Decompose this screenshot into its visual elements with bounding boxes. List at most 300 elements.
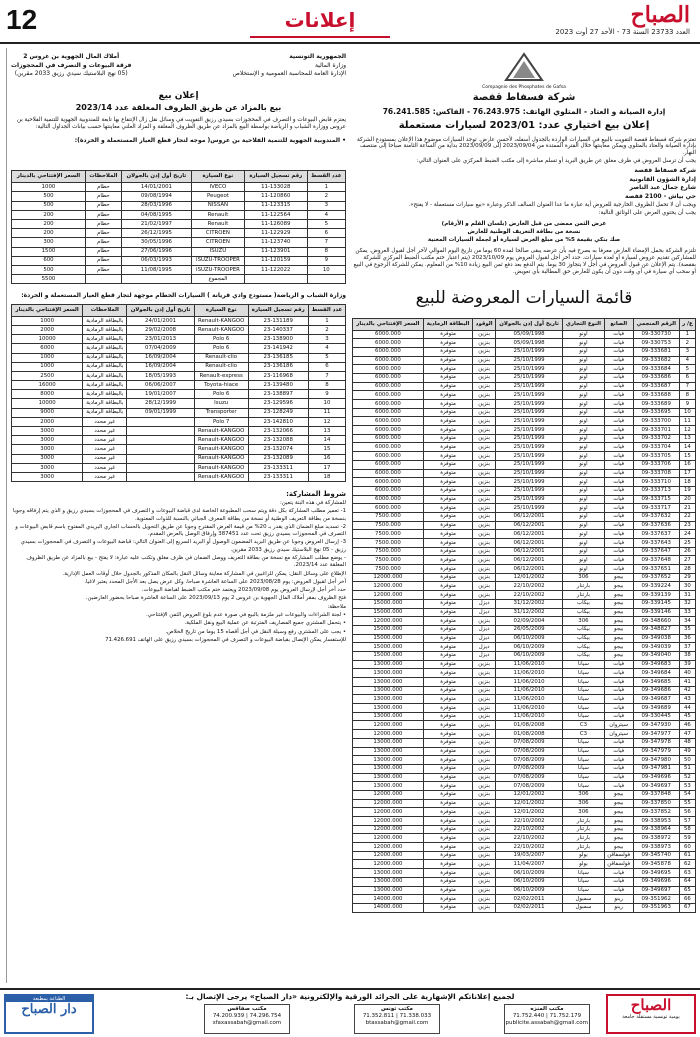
cpg-cell: متوفرة (423, 339, 472, 348)
cpg-cell: متوفرة (423, 556, 472, 565)
cpg-row (353, 400, 696, 409)
agri-cell: 11-122022 (244, 265, 307, 274)
cpg-cell: متوفرة (423, 843, 472, 852)
cpg-cell: بيجو (604, 843, 633, 852)
cpg-cell: 15000.000 (353, 634, 424, 643)
cpg-cell: 09-330753 (633, 339, 679, 348)
cpg-cell: 25/10/1999 (496, 469, 563, 478)
cpg-cell: سيتروان (604, 730, 633, 739)
cpg-cell: متوفرة (423, 565, 472, 574)
youth-cell: Renault-KANGOO (194, 427, 248, 436)
agri-cell: حطام (85, 256, 121, 265)
cpg-cell: بارتنار (563, 825, 605, 834)
cpg-cell: 12000.000 (353, 834, 424, 843)
youth-cell: Renault-KANGOO (194, 463, 248, 472)
youth-cell: 19/01/2007 (127, 390, 195, 399)
cpg-cell: بنزين (473, 356, 496, 365)
cpg-row (353, 426, 696, 435)
cpg-cell: بنزين (473, 860, 496, 869)
condition-item: ملاحظة: (327, 603, 346, 610)
agri-cell: 500 (12, 201, 86, 210)
cpg-cell: بنزين (473, 895, 496, 904)
cpg-row (353, 504, 696, 513)
cpg-cell: 09-333710 (633, 478, 679, 487)
cpg-cell: 09-333701 (633, 426, 679, 435)
cpg-row (353, 582, 696, 591)
youth-cell: 23-136186 (248, 362, 308, 371)
cpg-cell: 09-349686 (633, 686, 679, 695)
cpg-cell: 09-347977 (633, 730, 679, 739)
agri-cell: 7 (307, 238, 345, 247)
cpg-cell: فيات (604, 408, 633, 417)
cpg-logo (352, 52, 696, 90)
section-title: إعلانات (284, 8, 356, 32)
youth-cell (127, 445, 195, 454)
cpg-cell: 6000.000 (353, 443, 424, 452)
cpg-cell: اونو (563, 452, 605, 461)
cpg-cell: متوفرة (423, 460, 472, 469)
page-header (0, 0, 700, 44)
cpg-cell: 52 (679, 773, 695, 782)
youth-cell: 8 (308, 381, 345, 390)
cpg-cell: 6000.000 (353, 400, 424, 409)
youth-header-cell: عدد القسط (308, 304, 345, 316)
cpg-row (353, 478, 696, 487)
cpg-cell: فيات (604, 460, 633, 469)
agri-row (12, 219, 346, 228)
cpg-row (353, 721, 696, 730)
cpg-cell: بنزين (473, 843, 496, 852)
cpg-cell: بارتنار (563, 582, 605, 591)
cpg-cell: بولو (563, 860, 605, 869)
youth-cell (127, 463, 195, 472)
cpg-cell: متوفرة (423, 582, 472, 591)
cpg-cell: اونو (563, 504, 605, 513)
cpg-cell: بنزين (473, 495, 496, 504)
footer-brand-left-sub: الطباعة بمطبعة (6, 996, 92, 1002)
cpg-cell: 40 (679, 669, 695, 678)
youth-cell: 16 (308, 454, 345, 463)
cpg-cell: بنزين (473, 617, 496, 626)
cpg-cell: متوفرة (423, 860, 472, 869)
cpg-cell: 09-337636 (633, 521, 679, 530)
cpg-cell: سيانا (563, 756, 605, 765)
cpg-cell: 06/12/2001 (496, 565, 563, 574)
cpg-row (353, 712, 696, 721)
cpg-cell: 15 (679, 452, 695, 461)
cpg-cell: بنزين (473, 365, 496, 374)
agri-cell: 3 (307, 201, 345, 210)
youth-row (12, 454, 346, 463)
cpg-cell: 09-337651 (633, 565, 679, 574)
cpg-cell: متوفرة (423, 903, 472, 912)
office-email[interactable]: sfaxassabah@gmail.com (212, 1019, 282, 1026)
cpg-cell: بنزين (473, 721, 496, 730)
youth-cell: 9 (308, 390, 345, 399)
ad-intro: تعتزم شركة فسفاط قفصة التفويت بالبيع في السيارات الواردة بالجدول أسفله، لأحسن عارض. توجد السيارات موضوع هذا الإعلان بمستودع الشركة بإدارة الصيانة والعتاد بالمتلوي ويمكن معاينتها خلال الفترة الممتدة من 2023/09/04 إلى 2023/09/09 بداية من الساعة الثامنة صباحا إلى منتصف النهار. (357, 136, 696, 157)
cpg-cell: 49 (679, 747, 695, 756)
youth-cell: 23-133311 (248, 472, 308, 481)
youth-header-cell: تاريخ أول إذن بالجولان (127, 304, 195, 316)
cpg-cell: اونو (563, 382, 605, 391)
notice-office (11, 52, 131, 79)
cpg-cell: فيات (604, 469, 633, 478)
cpg-cell: سيتروان (604, 721, 633, 730)
footer-brand-right (606, 994, 696, 1034)
cpg-cell: 05/09/1998 (496, 339, 563, 348)
cpg-cell: 09-349697 (633, 886, 679, 895)
cpg-row (353, 903, 696, 912)
cpg-cell: 09-349685 (633, 678, 679, 687)
youth-cell: بالبطاقة الرمادية (83, 381, 127, 390)
cpg-row (353, 651, 696, 660)
cpg-row (353, 573, 696, 582)
cpg-cell: فيات (604, 556, 633, 565)
youth-cell: 4 (308, 344, 345, 353)
cpg-cell: 6000.000 (353, 330, 424, 339)
agri-cell: 11-122929 (244, 229, 307, 238)
footer-contact-title: لجميع إعلاناتكم الإشهارية على الجرائد الورقية والإلكترونية «دار الصباح» يرجى الإتصال بـ: (185, 992, 515, 1001)
cpg-cell: 10 (679, 408, 695, 417)
cpg-cell: 09-349038 (633, 634, 679, 643)
youth-cell: بالبطاقة الرمادية (83, 353, 127, 362)
cpg-cell: متوفرة (423, 660, 472, 669)
cpg-logo-icon (504, 52, 544, 82)
cpg-cell: بنزين (473, 730, 496, 739)
cpg-cell: 12000.000 (353, 843, 424, 852)
youth-cell: بالبطاقة الرمادية (83, 316, 127, 325)
cpg-cell: متوفرة (423, 817, 472, 826)
cpg-cell: فيات (604, 764, 633, 773)
ministry-line-3: الإدارة العامة للمحاسبة العمومية و الإستخلاص (232, 70, 346, 77)
cpg-cell: 09-349697 (633, 782, 679, 791)
cpg-cell: 09-337643 (633, 539, 679, 548)
cpg-cell: بنزين (473, 747, 496, 756)
agri-row (12, 210, 346, 219)
cpg-cell: بنزين (473, 391, 496, 400)
cpg-cell: 13000.000 (353, 712, 424, 721)
cpg-cell: 33 (679, 608, 695, 617)
cpg-cell: متوفرة (423, 721, 472, 730)
cpg-cell: بنزين (473, 339, 496, 348)
table-agri-vehicles (11, 170, 346, 284)
cpg-cell: 22/10/2002 (496, 843, 563, 852)
youth-cell: 23-139480 (248, 381, 308, 390)
cpg-cell: متوفرة (423, 452, 472, 461)
cpg-cell: 31 (679, 591, 695, 600)
cpg-cell: 02/09/2004 (496, 617, 563, 626)
cpg-cell: ديزل (473, 643, 496, 652)
conditions-title: شروط المشاركة: (286, 490, 346, 499)
cpg-cell: بنزين (473, 869, 496, 878)
cpg-cell: 59 (679, 834, 695, 843)
cpg-cell: متوفرة (423, 469, 472, 478)
cpg-cell: سيانا (563, 686, 605, 695)
youth-cell: 23-132088 (248, 436, 308, 445)
youth-cell: 2 (308, 325, 345, 334)
cpg-cell: فيات (604, 773, 633, 782)
agri-row (12, 275, 346, 284)
cpg-cell: متوفرة (423, 434, 472, 443)
youth-cell: 3000 (12, 445, 83, 454)
cpg-cell: 09-339146 (633, 608, 679, 617)
youth-row (12, 362, 346, 371)
cpg-cell: 09-339139 (633, 591, 679, 600)
agri-cell: 11-133028 (244, 183, 307, 192)
cpg-cell: 44 (679, 704, 695, 713)
table1-caption: • المندوبية الجهوية للتنمية الفلاحية بن عروس( موجه لتجار قطع الغيار المستعملة و الخردة): (74, 136, 346, 144)
newspaper-brand (440, 2, 690, 26)
youth-cell (127, 417, 195, 426)
youth-row (12, 325, 346, 334)
office-email[interactable]: publicite.assabah@gmail.com (505, 1019, 588, 1026)
agri-cell: 4 (307, 210, 345, 219)
cpg-cell: فيات (604, 530, 633, 539)
cpg-cell: 31/12/2002 (496, 608, 563, 617)
envelope-note: ويجب أن لا تحمل الظروف الخارجية للعروض أية عبارة ما عدا العنوان السالف الذكر وعبارة «بيع سيارات مستعملة - لا يفتح». (408, 202, 696, 209)
cpg-cell: 25/10/1999 (496, 417, 563, 426)
cpg-cell: متوفرة (423, 478, 472, 487)
cpg-cell: 12000.000 (353, 582, 424, 591)
agri-row (12, 201, 346, 210)
cpg-cell: بيجو (604, 825, 633, 834)
cpg-cell: 11/06/2010 (496, 712, 563, 721)
cpg-row (353, 851, 696, 860)
cpg-cell: 25/10/1999 (496, 382, 563, 391)
footer-brand-right-name: الصباح (630, 996, 672, 1014)
cpg-cell: اونو (563, 391, 605, 400)
youth-cell: بالبطاقة الرمادية (83, 390, 127, 399)
cpg-cell: سمبول (563, 895, 605, 904)
cpg-cell: بنزين (473, 547, 496, 556)
cpg-cell: بنزين (473, 469, 496, 478)
youth-cell: 23-129596 (248, 399, 308, 408)
cpg-cell: 05/09/1998 (496, 330, 563, 339)
ad-title: إعلان بيع اختياري عدد: 2023/01 لسيارات مستعملة (398, 120, 650, 131)
cpg-cell: بنزين (473, 877, 496, 886)
cpg-cell: 6000.000 (353, 495, 424, 504)
youth-cell: 3 (308, 335, 345, 344)
footer-office (204, 1004, 290, 1034)
cpg-cell: بنزين (473, 382, 496, 391)
cpg-cell: ديزل (473, 634, 496, 643)
cpg-cell: C3 (563, 721, 605, 730)
cpg-cell: 12000.000 (353, 730, 424, 739)
cpg-row (353, 808, 696, 817)
cpg-cell: بنزين (473, 373, 496, 382)
cpg-cell: بنزين (473, 712, 496, 721)
cpg-row (353, 686, 696, 695)
cpg-cell: متوفرة (423, 678, 472, 687)
company-name: شركة فسفاط قفصة (472, 92, 576, 104)
cpg-cell: بيجو (604, 625, 633, 634)
agri-cell: 04/08/1995 (121, 210, 191, 219)
cpg-cell: متوفرة (423, 704, 472, 713)
conditions-list (11, 500, 346, 644)
cpg-row (353, 756, 696, 765)
cpg-cell: 7500.000 (353, 539, 424, 548)
cpg-cell: 09-349695 (633, 869, 679, 878)
cpg-cell: بيجو (604, 790, 633, 799)
cpg-cell: 11/04/2007 (496, 860, 563, 869)
agri-header-cell: رقم تسجيل السيارة (244, 171, 307, 183)
agri-cell: 500 (12, 192, 86, 201)
cpg-cell: 11/06/2010 (496, 704, 563, 713)
cpg-cell: فيات (604, 565, 633, 574)
cpg-cell: بنزين (473, 565, 496, 574)
agri-row (12, 192, 346, 201)
cpg-cell: 09-333687 (633, 382, 679, 391)
cpg-cell: 51 (679, 764, 695, 773)
youth-cell: 23-136185 (248, 353, 308, 362)
cpg-cell: 25/10/1999 (496, 408, 563, 417)
youth-cell: 6 (308, 362, 345, 371)
office-email[interactable]: btassabah@gmail.com (365, 1019, 429, 1026)
cpg-cell: 306 (563, 573, 605, 582)
youth-cell: 16000 (12, 381, 83, 390)
cpg-cell: بنزين (473, 790, 496, 799)
youth-cell: بالبطاقة الرمادية (83, 408, 127, 417)
cpg-cell: بنزين (473, 486, 496, 495)
cpg-cell: بنزين (473, 573, 496, 582)
cpg-cell: 24 (679, 530, 695, 539)
notice-subtitle: بيع بالمزاد عن طريق الظروف المغلقة عدد 2023/14 (75, 102, 282, 112)
ministry-line-2: وزارة المالية (314, 61, 346, 69)
cpg-cell: 09-349696 (633, 773, 679, 782)
cpg-cell: 7500.000 (353, 530, 424, 539)
cpg-cell: 25/10/1999 (496, 356, 563, 365)
youth-cell: 23-141942 (248, 344, 308, 353)
youth-cell: 5 (308, 353, 345, 362)
cpg-cell: 09-347980 (633, 756, 679, 765)
youth-cell: غير محدد (83, 445, 127, 454)
agri-cell: 10 (307, 265, 345, 274)
cpg-cell: سيانا (563, 747, 605, 756)
cpg-cell: فيات (604, 512, 633, 521)
cpg-row (353, 877, 696, 886)
cpg-cell: بنزين (473, 426, 496, 435)
cpg-cell: ديزل (473, 625, 496, 634)
cpg-cell: 29 (679, 573, 695, 582)
cpg-cell: 09-347981 (633, 764, 679, 773)
agri-cell: 5500 (12, 275, 86, 284)
cpg-cell: 6000.000 (353, 356, 424, 365)
cpg-cell: 09-345878 (633, 860, 679, 869)
cpg-cell: اونو (563, 417, 605, 426)
cpg-cell: 09-351962 (633, 895, 679, 904)
agri-cell: 11-123315 (244, 201, 307, 210)
youth-cell: Renault-clio (194, 362, 248, 371)
condition-item: 3- إرسال العروض وجوبا عن طريق البريد المضمون الوصول أو البريد السريع إلى العنوان التالي: قباضة البيوعات و التصرف في المحجوزات بسيدي رزيق - 05 نهج البلاستيك سيدي رزيق 2033 مقرين. (20, 539, 346, 553)
docs-title: يجب أن يحتوي العرض على الوثائق التالية: (598, 210, 696, 217)
cpg-cell: متوفرة (423, 825, 472, 834)
cpg-row (353, 773, 696, 782)
cpg-row (353, 591, 696, 600)
cpg-cell: 60 (679, 843, 695, 852)
cpg-cell: 09-337850 (633, 799, 679, 808)
youth-cell: 3000 (12, 427, 83, 436)
cpg-row (353, 556, 696, 565)
cpg-cell: اونو (563, 356, 605, 365)
cpg-cell: سمبول (563, 903, 605, 912)
agri-cell: 27/06/1996 (121, 247, 191, 256)
condition-item: - يوضع مطلب المشاركة مع نسخة من بطاقة التعريف ووصل الضمان في ظرف مغلق وتكتب عليه عبارة: لا يفتح - بيع بالمزاد عن طريق الظروف المغلقة عدد 2023/14. (26, 554, 346, 569)
cpg-cell: 09-333713 (633, 486, 679, 495)
agri-cell: 09/08/1994 (121, 192, 191, 201)
vehicle-list-title: قائمة السيارات المعروضة للبيع (415, 288, 633, 309)
cpg-cell: 25/10/1999 (496, 434, 563, 443)
cpg-cell: 42 (679, 686, 695, 695)
cpg-row (353, 747, 696, 756)
youth-cell: Renault-KANGOO (194, 325, 248, 334)
cpg-cell: متوفرة (423, 782, 472, 791)
cpg-cell: ديزل (473, 599, 496, 608)
agri-header-cell: تاريخ أول إذن بالجولان (121, 171, 191, 183)
cpg-cell: 13000.000 (353, 738, 424, 747)
cpg-cell: اونو (563, 512, 605, 521)
agri-cell: 600 (12, 256, 86, 265)
cpg-cell: 22/10/2002 (496, 834, 563, 843)
office-line-1: أملاك المال الجهوية بن عروس 2 (23, 53, 120, 60)
agri-row (12, 247, 346, 256)
youth-cell: 23-138900 (248, 335, 308, 344)
cpg-cell: 09-349696 (633, 877, 679, 886)
cpg-cell: 12000.000 (353, 799, 424, 808)
cpg-cell: فولسفاقن (604, 851, 633, 860)
cpg-cell: 13000.000 (353, 695, 424, 704)
cpg-cell: 01/08/2008 (496, 730, 563, 739)
cpg-cell: 6000.000 (353, 469, 424, 478)
cpg-row (353, 347, 696, 356)
cpg-header-cell: الصانع (604, 318, 633, 330)
cpg-cell: 11/06/2010 (496, 660, 563, 669)
issue-line: العدد 23733 السنة 73 - الأحد 27 أوت 2023 (555, 28, 690, 36)
youth-cell: 15 (308, 445, 345, 454)
agri-cell: 1500 (12, 247, 86, 256)
cpg-cell: 13000.000 (353, 764, 424, 773)
cpg-cell: 20 (679, 495, 695, 504)
footer-brand-left (4, 994, 94, 1034)
agri-cell: 11-123740 (244, 238, 307, 247)
cpg-cell: 31/12/2002 (496, 599, 563, 608)
cpg-row (353, 417, 696, 426)
cpg-row (353, 843, 696, 852)
cpg-cell: فيات (604, 391, 633, 400)
agri-row (12, 256, 346, 265)
cpg-cell: بنزين (473, 504, 496, 513)
cpg-cell: 25 (679, 539, 695, 548)
youth-row (12, 353, 346, 362)
cpg-cell: 22/10/2002 (496, 582, 563, 591)
cpg-cell: فيات (604, 504, 633, 513)
cpg-cell: 07/08/2009 (496, 747, 563, 756)
cpg-cell: بيجو (604, 582, 633, 591)
notice-title: إعلان بيع (158, 90, 199, 101)
office-line-3: (05 نهج البلاستيك سيدي رزيق 2033 مقرين) (14, 70, 128, 77)
cpg-cell: 25/10/1999 (496, 495, 563, 504)
address-line-2: إدارة الشؤون القانونية (629, 175, 696, 183)
youth-cell: 18/05/1993 (127, 371, 195, 380)
cpg-cell: رينو (604, 903, 633, 912)
cpg-cell: 09-337637 (633, 530, 679, 539)
youth-header-cell: نوع السيارة (194, 304, 248, 316)
cpg-row (353, 434, 696, 443)
cpg-cell: بنزين (473, 808, 496, 817)
cpg-cell: 57 (679, 817, 695, 826)
cpg-header-cell: البطاقة الرمادية (423, 318, 472, 330)
cpg-cell: متوفرة (423, 695, 472, 704)
cpg-cell: 14 (679, 443, 695, 452)
